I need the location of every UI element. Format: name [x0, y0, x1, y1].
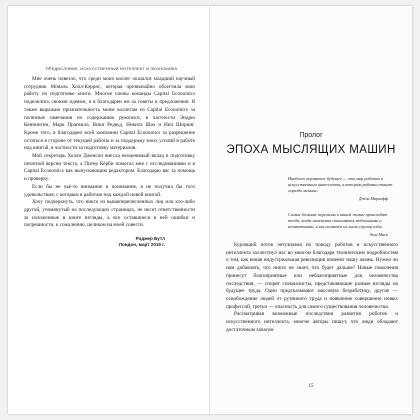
running-head: ПРЕДИСЛОВИЕ. ИСКУССТВЕННЫЙ ИНТЕЛЛЕКТ И ЭКОНОМИКА [45, 66, 178, 71]
left-page [8, 6, 210, 414]
epigraph-text: Наиболее вероятное будущее — это мир роботов и искусственного интеллекта, в котором работы станет гораздо меньше. [288, 176, 393, 193]
epigraph-author: Джон Маркофф [358, 196, 388, 201]
paragraph: Бурлящий поток энтузиазма по поводу роботов и искусственного интеллекта захлестнул нас во многом благодаря техническим подробностям о том, как новая индустриальная революция изменит нашу жизнь. Нужно ли нам добавлять, что никто не знает, что будет дальше? Новые поколения принесут благоприятные или неблагоприятные для человечества последствия, — спорят специалисты, представляющие разные взгляды на будущее труда. Одни предсказывают массовую безработицу, другие — освобождение людей от рутинного труда и появление совершенно новых профессий, третьи — опасность для самого существования человечества. [226, 242, 398, 310]
signature-place: Лондон, март 2019 г. [118, 242, 165, 248]
left-page-body [24, 76, 195, 249]
right-page-body [226, 242, 398, 334]
paragraph: Рассматривая возможные последствия развития роботов и искусственного интеллекта, многие авторы пишут, что люди обладают достаточным запасом [226, 311, 398, 333]
signature-name: Роджер Бутл [135, 236, 165, 242]
book-spread [8, 6, 412, 414]
paragraph: Хочу подчеркнуть, что никто из вышеперечисленных лиц или кто-либо другой, упомянутый на последующих страницах, не несет ответственности за изложенные в книге взгляды, а все оставшиеся в ней ошибки и погрешности, к сожалению, целиком на моей совести. [24, 199, 195, 229]
page-fade [210, 400, 412, 414]
signature [24, 236, 195, 249]
chapter-title: ЭПОХА МЫСЛЯЩИХ МАШИН [226, 144, 396, 156]
prolog-label: Пролог [299, 132, 323, 139]
page-number: 15 [308, 384, 314, 389]
epigraph-text: Самые большие перемены в нашей жизни происходят тогда, когда изменения становятся медленными и незаметными, а мы осознаём их лишь спустя годы. [288, 212, 388, 229]
paragraph: Мой секретарь Холли Дженсон внесла неоценимый вклад в подготовку печатной версии текста, а Питер Кёрби помогал мне с исследованиями и в Capital Economics как выпускающим редактором. Благодарю вас за помощь и проверку. [24, 153, 195, 183]
epigraphs [288, 176, 400, 248]
paragraph: Если бы не чьё-то внимание и понимание, я не получил бы того удовольствия, с которым я работаю над каждой новой книгой. [24, 183, 195, 198]
paragraph: Мне очень повезло, что среди моих коллег оказался младший научный сотрудник Мональ Холл-Кэррис, которая чрезвычайно облегчила мою работу по подготовке книги. Многие члены команды Capital Economics поделились своими идеями, и я благодарен им за советы и предложения. Я также выражаю признательность моим коллегам из Capital Economics за полезные замечания по содержанию рукописи, в частности Эндрю Кеннингем, Марк Прагвилл, Вики Редвуд, Никита Шах и Нил Ширинг. Кроме того, я благодарен всей компании Capital Economics за разрешение остаться в стороне от текущей работы и за поддержку моих усилий в работе над книгой, в частности за подготовку материалов. [24, 76, 195, 152]
right-page [210, 6, 412, 414]
epigraph-author: Элон Маск [368, 232, 388, 237]
